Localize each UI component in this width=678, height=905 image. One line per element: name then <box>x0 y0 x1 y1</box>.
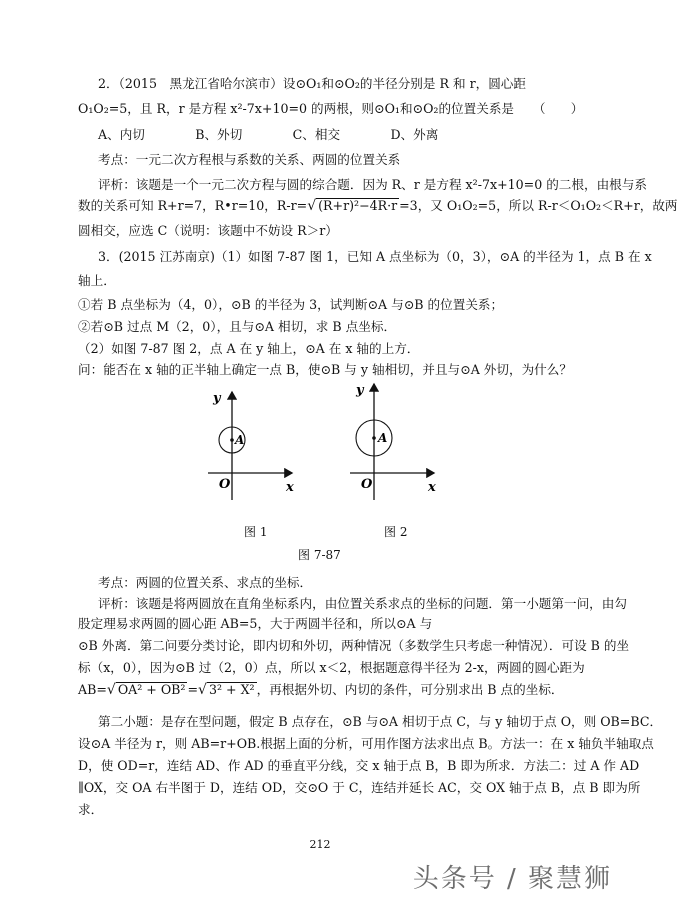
q2-pingxi-2-a: 数的关系可知 R+r=7，R•r=10，R-r= <box>78 198 308 213</box>
fig2-label-a: A <box>378 431 388 445</box>
sqrt-sign-icon: √ <box>198 682 207 698</box>
page-number: 212 <box>309 838 331 851</box>
figure-caption: 图 7-87 <box>298 548 341 562</box>
analysis-p2: 股定理易求两圆的圆心距 AB=5，大于两圆半径和，所以⊙A 与 <box>78 616 433 631</box>
fig1-label-o: O <box>219 477 231 492</box>
q2-options: A、内切 B、外切 C、相交 D、外离 <box>98 127 439 142</box>
q2-line-1: 2．（2015 黑龙江省哈尔滨市）设⊙O₁和⊙O₂的半径分别是 R 和 r，圆心距 <box>98 76 526 91</box>
q3-part2-b: 问：能否在 x 轴的正半轴上确定一点 B，使⊙B 与 y 轴相切，并且与⊙A 外切，为什么？ <box>78 362 572 377</box>
fig2-label-o: O <box>361 477 373 492</box>
q2-pingxi-2-b: =3，又 O₁O₂=5，所以 R-r＜O₁O₂＜R+r，故两 <box>399 198 678 213</box>
q2-kaodian: 考点：一元二次方程根与系数的关系、两圆的位置关系 <box>98 152 401 167</box>
fig2-caption: 图 2 <box>384 525 408 539</box>
analysis-p3: ⊙B 外离．第二问要分类讨论，即内切和外切，两种情况（多数学生只考虑一种情况）．可设 B 的坐 <box>78 638 630 653</box>
sqrt-expr-2: 3² + X² <box>208 682 255 697</box>
q2-pingxi-3: 圆相交，应选 C（说明：该题中不妨设 R＞r） <box>78 223 338 238</box>
sqrt-expr-1: OA² + OB² <box>117 682 186 697</box>
analysis-p5-eq: = <box>187 682 199 697</box>
fig1-label-y: y <box>213 391 221 406</box>
q3-line-2: 轴上． <box>78 273 116 288</box>
sqrt-sign-icon: √ <box>106 682 116 698</box>
fig2-label-x: x <box>428 480 436 495</box>
q2-pingxi-1: 评析：该题是一个一元二次方程与圆的综合题．因为 R、r 是方程 x²-7x+10=0 的二根，由根与系 <box>98 177 647 192</box>
q3-part2-a: （2）如图 7-87 图 2，点 A 在 y 轴上，⊙A 在 x 轴的上方． <box>78 341 420 356</box>
q3-line-1: 3．(2015 江苏南京)（1）如图 7-87 图 1，已知 A 点坐标为（0，3），⊙A 的半径为 1，点 B 在 x <box>98 249 652 264</box>
analysis-p5-a: AB= <box>78 682 107 697</box>
analysis-s3: D，使 OD=r，连结 AD、作 AD 的垂直平分线，交 x 轴于点 B，B 即为所求．方法二：过 A 作 AD <box>78 758 640 773</box>
q2-pingxi-2 <box>78 197 678 215</box>
sqrt-sign-icon: √ <box>307 198 317 214</box>
fig1-label-x: x <box>286 480 294 495</box>
fig1-label-a: A <box>235 433 245 447</box>
analysis-p1: 评析：该题是将两圆放在直角坐标系内，由位置关系求点的坐标的问题．第一小题第一问，由勾 <box>98 596 627 611</box>
fig1-caption: 图 1 <box>244 525 268 539</box>
analysis-kaodian: 考点：两圆的位置关系、求点的坐标． <box>98 575 313 590</box>
analysis-s4: ∥OX，交 OA 右半图于 D，连结 OD，交⊙O 于 C，连结并延长 AC，交 OX 轴于点 B，点 B 即为所 <box>78 780 641 795</box>
analysis-s1: 第二小题：是存在型问题，假定 B 点存在，⊙B 与⊙A 相切于点 C，与 y 轴切于点 O，则 OB=BC． <box>98 714 663 729</box>
analysis-p5-b: ，再根据外切、内切的条件，可分别求出 B 点的坐标． <box>256 682 564 697</box>
analysis-p5 <box>78 681 580 699</box>
q2-line-2: O₁O₂=5，且 R，r 是方程 x²-7x+10=0 的两根，则⊙O₁和⊙O₂的位置关系是 （ ） <box>78 101 584 116</box>
q2-sqrt-expr: (R+r)²−4R·r <box>318 198 398 213</box>
analysis-s2: 设⊙A 半径为 r，则 AB=r+OB.根据上面的分析，可用作图方法求出点 B。方法一：在 x 轴负半轴取点 <box>78 736 654 751</box>
analysis-p4: 标（x，0），因为⊙B 过（2，0）点，所以 x＜2，根据题意得半径为 2-x，两圆的圆心距为 <box>78 660 585 675</box>
watermark: 头条号 / 聚慧狮 <box>412 864 612 894</box>
fig1-point-a <box>230 438 234 442</box>
analysis-s5: 求． <box>78 802 104 817</box>
fig2-label-y: y <box>356 383 364 398</box>
q3-sub-2: ②若⊙B 过点 M（2，0），且与⊙A 相切，求 B 点坐标． <box>78 319 397 334</box>
figure-7-87 <box>0 384 640 544</box>
q3-sub-1: ①若 B 点坐标为（4，0），⊙B 的半径为 3，试判断⊙A 与⊙B 的位置关系； <box>78 297 504 312</box>
figure-1 <box>208 391 294 500</box>
figure-2 <box>350 383 436 500</box>
fig2-point-a <box>372 436 376 440</box>
